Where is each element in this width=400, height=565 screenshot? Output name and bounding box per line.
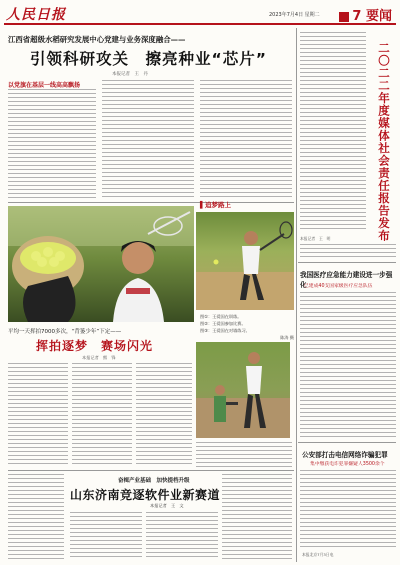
- section-marker-icon: [339, 12, 349, 22]
- right-story2-text: [300, 470, 396, 550]
- match-illustration: [196, 342, 290, 438]
- right-rule-1: [298, 262, 396, 263]
- bottom-text-col-1: [70, 512, 142, 560]
- feature-section-tag: ▌追梦路上: [200, 201, 231, 209]
- feature-text-col-1: [8, 363, 68, 467]
- newspaper-logo: 人民日报: [6, 7, 66, 23]
- right-dateline: 本报北京7月3日电: [302, 552, 334, 557]
- feature-headline: 挥拍逐梦 赛场闪光: [36, 339, 154, 353]
- section-rule-top: [8, 202, 294, 203]
- caption-line-3: 图③：王爱国在对墙练习。: [200, 328, 250, 333]
- training-illustration: [196, 212, 294, 310]
- section-text: 7 要闻: [352, 9, 392, 24]
- right-story1-text: [300, 292, 396, 440]
- bottom-byline: 本报记者 王 文: [150, 503, 184, 508]
- right-story1-headline: 我国医疗应急能力建设进一步强化: [300, 271, 393, 289]
- column-rule-right: [296, 28, 297, 562]
- caption-credit: 陈涛 摄: [280, 335, 294, 340]
- lead-text-col-3: [200, 80, 292, 199]
- lead-headline: 引领科研攻关 擦亮种业“芯片”: [30, 50, 267, 68]
- caption-line-2: 图②：王爱国参加比赛。: [200, 321, 246, 326]
- right-text-top: [300, 32, 366, 232]
- bottom-text-col-3: [222, 474, 292, 560]
- bottom-text-col-2: [146, 512, 218, 560]
- bottom-left-text: [8, 474, 64, 560]
- masthead: [4, 3, 396, 25]
- feature-text-col-3: [136, 363, 192, 467]
- issue-date: 2023年7月4日 星期二: [269, 12, 320, 18]
- photo-player-portrait: [8, 206, 194, 322]
- feature-kicker: 平均一天挥拍7000多次，“背篓少年”下定——: [8, 329, 122, 335]
- player-portrait-illustration: [8, 206, 194, 322]
- feature-byline: 本报记者 熊 锋: [82, 355, 116, 360]
- right-story1-subhead: 已建成40支国家级医疗应急队伍: [304, 284, 373, 289]
- right-story2-headline: 公安部打击电信网络诈骗犯罪: [302, 451, 388, 459]
- lead-subhead: 以党旗在基层一线高高飘扬: [8, 82, 81, 89]
- feature-caption: [200, 313, 294, 341]
- right-vertical-headline: 二〇二二年度媒体社会责任报告发布: [377, 42, 391, 242]
- feature-text-col-2: [72, 363, 132, 467]
- right-rule-2: [298, 442, 396, 443]
- section-label: [339, 5, 392, 24]
- lead-byline: 本报记者 王 丹: [112, 72, 148, 77]
- bottom-headline: 山东济南竞逐软件业新赛道: [70, 488, 221, 502]
- right-credit: 本报记者 王 明: [300, 236, 331, 241]
- right-story2-subhead: 集中缴获电诈犯罪嫌疑人3500余个: [310, 462, 385, 467]
- bottom-kicker: 奋楫产业基础 加快提档升级: [118, 478, 190, 484]
- photo-player-match: [196, 342, 290, 438]
- lead-text-col-1: [8, 89, 96, 199]
- caption-line-1: 图①：王爱国在训练。: [200, 314, 242, 319]
- section-rule-bottom: [8, 470, 294, 471]
- lead-kicker: 江西省超级水稻研究发展中心党建与业务深度融合——: [8, 35, 186, 44]
- feature-text-col-4: [196, 442, 292, 467]
- photo-player-training: [196, 212, 294, 310]
- lead-text-col-2: [102, 80, 194, 199]
- right-text-mid: [300, 244, 396, 260]
